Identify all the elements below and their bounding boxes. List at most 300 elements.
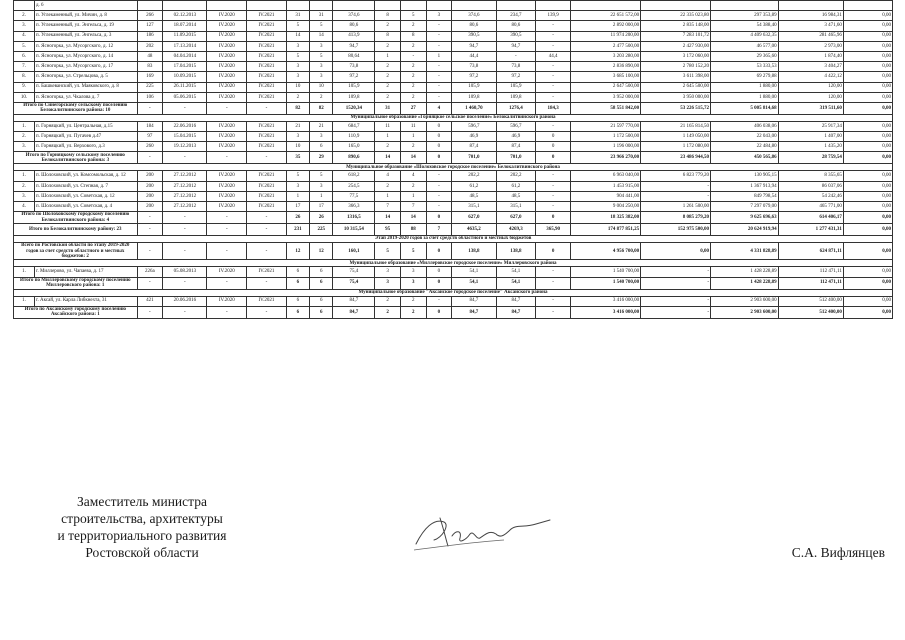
table-cell: 512 400,00 <box>778 296 843 306</box>
total-cell: - <box>163 306 207 318</box>
table-cell: IV.2020 <box>207 21 247 31</box>
table-cell: - <box>496 51 536 61</box>
table-cell: 200 <box>137 181 163 191</box>
total-cell: 2 <box>375 306 401 318</box>
table-cell: 3 <box>310 132 333 142</box>
table-cell: 1 <box>375 132 401 142</box>
table-cell: 3 685 100,00 <box>571 72 641 82</box>
total-label: Итого по Миллеровскому городскому поселению Миллеровского района: 1 <box>14 277 138 289</box>
table-cell: 27.12.2012 <box>163 171 207 181</box>
table-cell: IV.2021 <box>247 51 287 61</box>
table-cell: 2 892 000,00 <box>571 21 641 31</box>
table-cell: 17.04.2015 <box>163 62 207 72</box>
table-cell: 3 172 060,00 <box>641 51 711 61</box>
total-cell: 84,7 <box>496 306 536 318</box>
total-cell: 54,1 <box>452 277 496 289</box>
table-cell: IV.2021 <box>247 132 287 142</box>
total-cell: 319 511,60 <box>778 102 843 114</box>
table-cell: 2 <box>375 181 401 191</box>
address-cell: п. Ясногорка, ул. Мусоргского, д. 17 <box>34 62 137 72</box>
table-cell: 5 <box>310 171 333 181</box>
table-cell: IV.2020 <box>207 296 247 306</box>
address-cell: п. Ясногорка, ул. Мусоргского, д. 14 <box>34 51 137 61</box>
table-cell: 69 279,88 <box>711 72 779 82</box>
table-cell: 17 <box>286 202 309 212</box>
total-cell: - <box>163 277 207 289</box>
table-cell: 105,9 <box>496 82 536 92</box>
table-row <box>14 191 893 201</box>
section-title: Муниципальное образование «Шолоховское городское поселение» Белокалитвинского района <box>14 164 893 171</box>
total-cell: - <box>207 152 247 164</box>
total-cell: 6 <box>310 277 333 289</box>
total-cell: 7 <box>426 224 452 236</box>
table-cell: 22 651 572,00 <box>571 11 641 21</box>
table-cell: 10. <box>14 92 35 102</box>
total-cell: 5 005 814,68 <box>711 102 779 114</box>
total-cell: 2 <box>400 306 426 318</box>
table-cell: 3 471,60 <box>778 21 843 31</box>
total-cell: 0,00 <box>641 243 711 260</box>
table-cell: 2 780 152,20 <box>641 62 711 72</box>
address-cell: г. Миллерово, ул. Чапаева, д. 17 <box>34 267 137 277</box>
table-cell: 0,00 <box>843 171 892 181</box>
table-cell: 120,00 <box>778 92 843 102</box>
total-cell: 225 <box>310 224 333 236</box>
table-cell: IV.2021 <box>247 92 287 102</box>
table-cell: IV.2021 <box>247 41 287 51</box>
table-cell: 21 <box>286 121 309 131</box>
table-cell: 3 <box>286 181 309 191</box>
table-cell: 0,00 <box>843 51 892 61</box>
total-cell: - <box>207 212 247 224</box>
total-label: Итого по Аксайскому городскому поселению Аксайского района: 1 <box>14 306 138 318</box>
table-cell: - <box>641 296 711 306</box>
total-cell: 8 085 279,20 <box>641 212 711 224</box>
table-cell: 7 <box>400 202 426 212</box>
table-cell: IV.2021 <box>247 181 287 191</box>
total-cell: 35 <box>286 152 309 164</box>
table-cell: 16 984,31 <box>778 11 843 21</box>
total-cell: 138,8 <box>452 243 496 260</box>
table-row <box>14 41 893 51</box>
table-cell: IV.2021 <box>247 121 287 131</box>
total-label: Итого по Горняцкому сельскому поселению Белокалитвинского района: 3 <box>14 152 138 164</box>
total-cell: 26 <box>286 212 309 224</box>
total-cell: 84,7 <box>333 306 375 318</box>
table-cell: 8 <box>375 31 401 41</box>
table-cell: 2 973,00 <box>778 41 843 51</box>
total-cell: 12 <box>310 243 333 260</box>
table-cell: 1 367 913,94 <box>711 181 779 191</box>
total-cell: 84,7 <box>452 306 496 318</box>
table-cell: 109,8 <box>333 92 375 102</box>
table-cell: 4 409 632,35 <box>711 31 779 41</box>
table-cell: 18.07.2014 <box>163 21 207 31</box>
table-cell: 9. <box>14 82 35 92</box>
total-cell: 614 406,17 <box>778 212 843 224</box>
table-cell: 8 <box>400 31 426 41</box>
table-cell: IV.2021 <box>247 296 287 306</box>
section-header-row <box>14 260 893 267</box>
table-cell: 2 <box>286 92 309 102</box>
table-cell: 281 465,96 <box>778 31 843 41</box>
table-cell: 3. <box>14 191 35 201</box>
table-cell: 2 477 500,00 <box>571 41 641 51</box>
total-cell: 1276,4 <box>496 102 536 114</box>
section-title: Муниципальное образование "Аксайское городское поселение" Аксайского района <box>14 289 893 296</box>
table-cell: - <box>536 171 571 181</box>
table-cell: 0,00 <box>843 202 892 212</box>
total-cell: 88 <box>400 224 426 236</box>
address-cell: п. Ясногорка, ул. Мусоргского, д. 12 <box>34 41 137 51</box>
address-cell: п. Углекаменный, ул. Энгельса, д. 3 <box>34 31 137 41</box>
total-cell: 6 <box>310 306 333 318</box>
total-cell: 29 <box>310 152 333 164</box>
address-cell: п. Башкеванский, ул. Маяковского, д. 8 <box>34 82 137 92</box>
table-cell: 97 <box>137 132 163 142</box>
table-cell: 86 037,06 <box>778 181 843 191</box>
table-cell: 105,9 <box>333 82 375 92</box>
table-cell: 15.04.2015 <box>163 132 207 142</box>
table-cell: 3 203 280,00 <box>571 51 641 61</box>
table-cell: 7 297 079,00 <box>711 202 779 212</box>
table-cell: 3 <box>375 267 401 277</box>
table-cell: 21 165 814,50 <box>641 121 711 131</box>
table-cell: 1 540 700,00 <box>571 267 641 277</box>
total-cell: 0 <box>426 277 452 289</box>
table-cell: 97,2 <box>333 72 375 82</box>
table-cell: - <box>536 41 571 51</box>
table-cell: 61,2 <box>496 181 536 191</box>
total-cell: - <box>247 306 287 318</box>
table-cell: 1. <box>14 121 35 131</box>
table-cell: - <box>426 92 452 102</box>
table-cell: IV.2020 <box>207 11 247 21</box>
table-cell: 1 <box>375 51 401 61</box>
total-cell: - <box>247 102 287 114</box>
table-cell: 105,9 <box>452 82 496 92</box>
table-cell: 200 <box>137 191 163 201</box>
table-cell: - <box>536 191 571 201</box>
table-cell: IV.2021 <box>247 202 287 212</box>
table-cell: - <box>536 267 571 277</box>
table-cell: 2. <box>14 181 35 191</box>
table-cell: 315,1 <box>496 202 536 212</box>
total-cell: 5 <box>400 243 426 260</box>
fragment-cell: д. 6 <box>34 1 137 11</box>
table-cell: 7. <box>14 62 35 72</box>
table-cell: 260 <box>137 142 163 152</box>
total-row <box>14 152 893 164</box>
address-cell: п. Шолоховский, ул. Советская, д. 12 <box>34 191 137 201</box>
total-cell: 20 624 919,94 <box>711 224 779 236</box>
table-cell: 4. <box>14 31 35 41</box>
table-cell: IV.2021 <box>247 171 287 181</box>
table-cell: 5 <box>286 21 309 31</box>
table-cell: IV.2021 <box>247 267 287 277</box>
table-cell: 6. <box>14 51 35 61</box>
total-cell: 138,8 <box>496 243 536 260</box>
table-cell: - <box>536 296 571 306</box>
table-cell: 2 <box>375 21 401 31</box>
address-cell: п. Ясногорка, ул. Стрельцова, д. 5 <box>34 72 137 82</box>
table-cell: 4 <box>375 171 401 181</box>
table-cell: 84,7 <box>496 296 536 306</box>
table-cell: - <box>426 41 452 51</box>
table-cell: 44,4 <box>536 51 571 61</box>
table-row <box>14 51 893 61</box>
table-cell: 25 917,34 <box>778 121 843 131</box>
total-cell: - <box>247 277 287 289</box>
total-cell: 5 <box>375 243 401 260</box>
table-cell: 596,7 <box>452 121 496 131</box>
table-cell: 127 <box>137 21 163 31</box>
table-cell: - <box>641 267 711 277</box>
total-cell: 0,00 <box>843 243 892 260</box>
table-cell: 1 149 050,00 <box>641 132 711 142</box>
table-cell: IV.2021 <box>247 82 287 92</box>
total-row <box>14 102 893 114</box>
table-cell: - <box>426 296 452 306</box>
table-cell: IV.2021 <box>247 31 287 41</box>
total-cell: 0,00 <box>843 152 892 164</box>
table-cell: IV.2020 <box>207 41 247 51</box>
table-cell: 4. <box>14 202 35 212</box>
table-cell: 2 835 148,00 <box>641 21 711 31</box>
table-cell: - <box>536 121 571 131</box>
table-cell: 87,4 <box>452 142 496 152</box>
table-cell: 3 952 000,00 <box>571 92 641 102</box>
table-cell: 22 043,00 <box>711 132 779 142</box>
table-cell: 46,9 <box>496 132 536 142</box>
table-cell: IV.2021 <box>247 21 287 31</box>
table-cell: 3 <box>286 41 309 51</box>
total-cell: 701,0 <box>452 152 496 164</box>
section-header-row <box>14 289 893 296</box>
table-cell: 10 <box>286 82 309 92</box>
table-cell: 366,3 <box>333 202 375 212</box>
table-cell: 22 484,80 <box>711 142 779 152</box>
table-cell: 48 <box>137 51 163 61</box>
total-cell: 4635,2 <box>452 224 496 236</box>
table-cell: 53 333,53 <box>711 62 779 72</box>
total-cell: 4269,3 <box>496 224 536 236</box>
signatory-name: С.А. Вифлянцев <box>791 545 885 560</box>
table-cell: 48,5 <box>496 191 536 201</box>
table-cell: 9 004 250,00 <box>571 202 641 212</box>
table-cell: 1 172 080,00 <box>641 142 711 152</box>
total-cell: 627,0 <box>496 212 536 224</box>
table-cell: 374,6 <box>452 11 496 21</box>
table-cell: 0,00 <box>843 191 892 201</box>
table-cell: 2 <box>375 142 401 152</box>
table-cell: 596,7 <box>496 121 536 131</box>
total-cell: - <box>536 306 571 318</box>
table-cell: 3 404,27 <box>778 62 843 72</box>
table-cell: 1 <box>310 191 333 201</box>
table-cell: 0,00 <box>843 82 892 92</box>
table-cell: 73,8 <box>452 62 496 72</box>
total-cell: 58 551 842,00 <box>571 102 641 114</box>
total-cell: 12 <box>286 243 309 260</box>
table-cell: IV.2021 <box>247 142 287 152</box>
table-cell: 1 <box>400 132 426 142</box>
table-row <box>14 296 893 306</box>
total-cell: 4 956 700,00 <box>571 243 641 260</box>
total-cell: 95 <box>375 224 401 236</box>
total-cell: 624 871,11 <box>778 243 843 260</box>
table-cell: - <box>426 181 452 191</box>
table-cell: - <box>426 62 452 72</box>
table-row <box>14 202 893 212</box>
table-cell: 94,7 <box>333 41 375 51</box>
table-cell: 254,5 <box>333 181 375 191</box>
total-label: Итого по Белокалитвинскому району: 23 <box>14 224 138 236</box>
table-cell: IV.2020 <box>207 31 247 41</box>
address-cell: п. Ясногорка, ул. Чкалова д. 7 <box>34 92 137 102</box>
total-cell: 0 <box>426 306 452 318</box>
table-cell: 2 <box>310 92 333 102</box>
table-cell: 266 <box>137 11 163 21</box>
table-cell: 5. <box>14 41 35 51</box>
table-cell: - <box>426 72 452 82</box>
total-cell: - <box>163 224 207 236</box>
total-cell: 27 <box>400 102 426 114</box>
total-cell: - <box>247 152 287 164</box>
table-cell: - <box>536 181 571 191</box>
table-cell: 1. <box>14 267 35 277</box>
table-row <box>14 267 893 277</box>
table-cell: 6 <box>310 142 333 152</box>
table-cell: - <box>536 82 571 92</box>
table-cell: 3 <box>310 62 333 72</box>
table-cell: 54 242,46 <box>778 191 843 201</box>
total-cell: 627,0 <box>452 212 496 224</box>
total-cell: 9 625 696,63 <box>711 212 779 224</box>
total-cell: 14 <box>375 152 401 164</box>
table-cell: 3 611 398,00 <box>641 72 711 82</box>
table-cell: - <box>536 92 571 102</box>
total-cell: 1 428 228,89 <box>711 277 779 289</box>
total-cell: 1 460,70 <box>452 102 496 114</box>
total-cell: 0 <box>426 152 452 164</box>
table-cell: 0,00 <box>843 21 892 31</box>
total-cell: - <box>163 243 207 260</box>
table-cell: 1 172 500,00 <box>571 132 641 142</box>
table-cell: IV.2020 <box>207 51 247 61</box>
total-cell: - <box>137 212 163 224</box>
total-cell: - <box>536 277 571 289</box>
table-cell: 2 <box>400 296 426 306</box>
total-cell: - <box>163 102 207 114</box>
table-cell: 6 <box>286 267 309 277</box>
total-cell: 0 <box>426 243 452 260</box>
resettlement-table <box>13 0 893 319</box>
total-cell: 14 <box>375 212 401 224</box>
address-cell: п. Углекаменный, ул. Мичин, д. 8 <box>34 11 137 21</box>
table-cell: 20.06.2016 <box>163 296 207 306</box>
table-cell: 5 <box>310 21 333 31</box>
table-cell: 0,00 <box>843 121 892 131</box>
table-cell: 2 836 890,00 <box>571 62 641 72</box>
table-cell: - <box>641 191 711 201</box>
table-cell: 0,00 <box>843 11 892 21</box>
table-cell: 0 <box>426 267 452 277</box>
table-cell: - <box>400 51 426 61</box>
table-cell: 22.06.2016 <box>163 121 207 131</box>
table-cell: 14 <box>286 31 309 41</box>
table-cell: - <box>641 181 711 191</box>
table-cell: 0 <box>426 121 452 131</box>
table-cell: - <box>426 82 452 92</box>
table-cell: IV.2020 <box>207 202 247 212</box>
table-cell: - <box>536 31 571 41</box>
total-cell: - <box>207 243 247 260</box>
table-cell: IV.2020 <box>207 132 247 142</box>
table-cell: 80,6 <box>452 21 496 31</box>
table-cell: 0,00 <box>843 72 892 82</box>
total-label: Итого по Синегорскому сельскому поселению Белокалитвинского района: 10 <box>14 102 138 114</box>
total-cell: 18 325 382,00 <box>571 212 641 224</box>
table-cell: 2 <box>400 62 426 72</box>
table-cell: 97,2 <box>452 72 496 82</box>
table-cell: IV.2020 <box>207 191 247 201</box>
table-cell: IV.2020 <box>207 267 247 277</box>
table-cell: 2 <box>375 62 401 72</box>
table-cell: 3 <box>310 72 333 82</box>
table-cell: 04.04.2014 <box>163 51 207 61</box>
total-cell: 0,00 <box>843 224 892 236</box>
table-cell: IV.2021 <box>247 11 287 21</box>
table-cell: 94,7 <box>452 41 496 51</box>
table-cell: 6 <box>310 267 333 277</box>
table-cell: 21 <box>310 121 333 131</box>
total-cell: 365,90 <box>536 224 571 236</box>
total-label: Итого по Шолоховскому городскому поселению Белокалитвинского района: 4 <box>14 212 138 224</box>
table-cell: 2. <box>14 11 35 21</box>
position-line: строительства, архитектуры <box>61 511 223 526</box>
table-cell: - <box>536 72 571 82</box>
table-cell: 8 355,65 <box>778 171 843 181</box>
section-header-row <box>14 114 893 121</box>
table-cell: 54 388,40 <box>711 21 779 31</box>
table-cell: 2 647 500,00 <box>571 82 641 92</box>
total-cell: 1 277 431,31 <box>778 224 843 236</box>
table-cell: 8 <box>375 11 401 21</box>
total-cell: 0 <box>426 212 452 224</box>
table-cell: 46 577,00 <box>711 41 779 51</box>
total-cell: 174 877 851,25 <box>571 224 641 236</box>
table-cell: 1 435,20 <box>778 142 843 152</box>
table-cell: 0,00 <box>843 132 892 142</box>
total-cell: 112 471,11 <box>778 277 843 289</box>
total-cell: 26 <box>310 212 333 224</box>
total-cell: - <box>207 306 247 318</box>
table-cell: 186 <box>137 31 163 41</box>
table-cell: 84,7 <box>452 296 496 306</box>
total-cell: 6 <box>286 277 309 289</box>
total-cell: - <box>247 243 287 260</box>
table-cell: 3 <box>286 132 309 142</box>
total-cell: 890,6 <box>333 152 375 164</box>
table-cell: IV.2020 <box>207 181 247 191</box>
table-cell: 1 <box>400 191 426 201</box>
table-cell: IV.2021 <box>247 62 287 72</box>
total-cell: 31 <box>375 102 401 114</box>
address-cell: п. Горняцкий, ул. Верхового, д.3 <box>34 142 137 152</box>
total-row <box>14 243 893 260</box>
total-cell: - <box>163 152 207 164</box>
